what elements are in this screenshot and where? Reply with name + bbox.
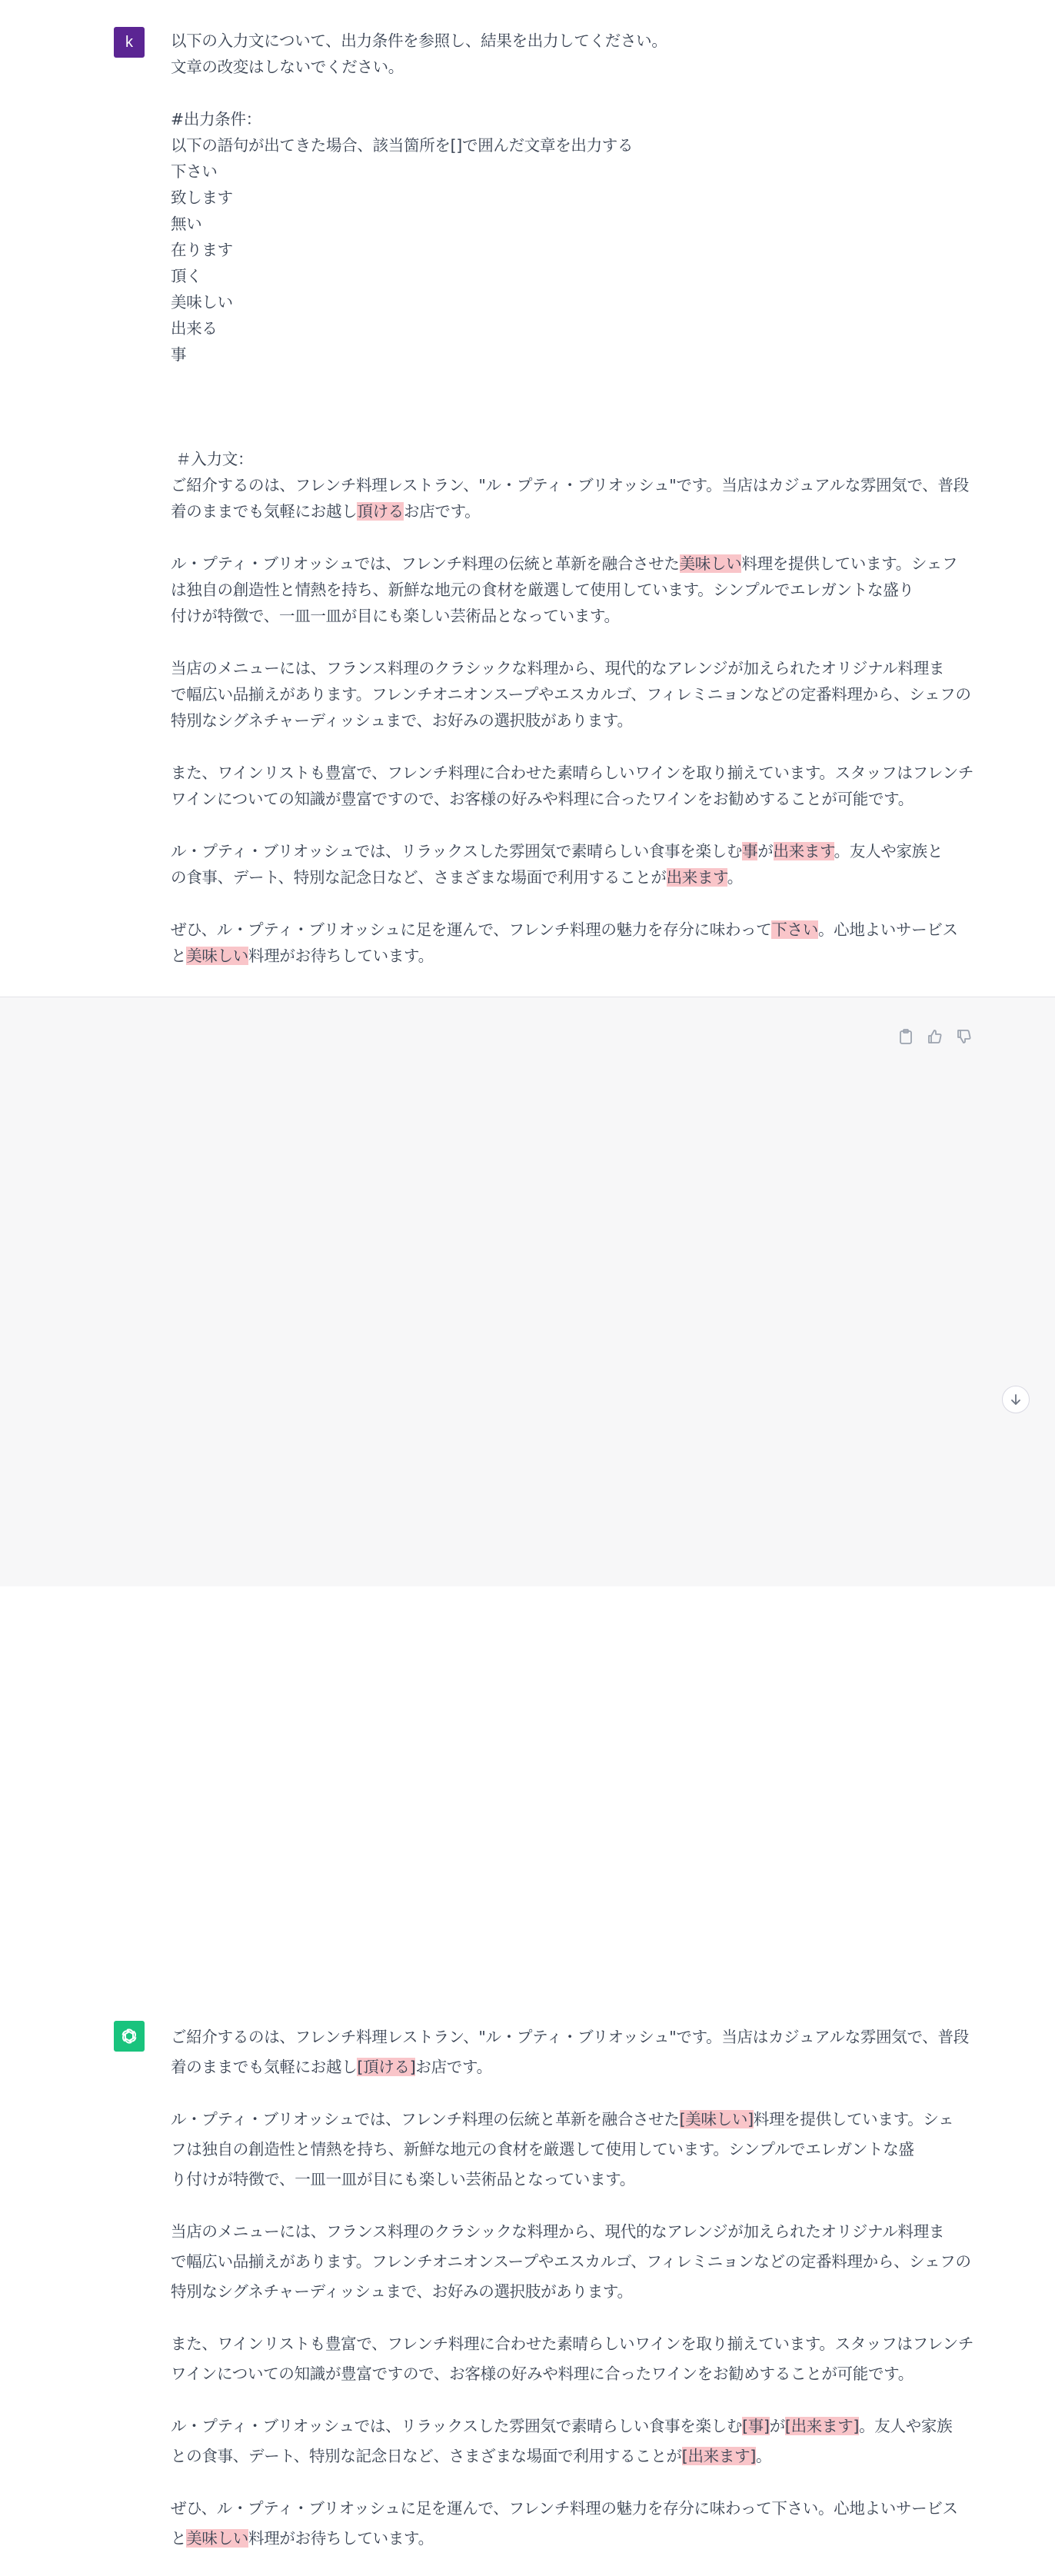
- text-segment: 以下の入力文について、出力条件を参照し、結果を出力してください。: [171, 32, 667, 50]
- text-line: [171, 446, 878, 472]
- highlighted-phrase: 頂ける: [357, 502, 404, 521]
- assistant-message: [0, 997, 1055, 2548]
- text-segment: 。友人や家族: [859, 2417, 953, 2435]
- text-line: [171, 2359, 914, 2389]
- text-line: [171, 812, 878, 838]
- thumbs-up-icon[interactable]: [926, 1027, 944, 1046]
- text-segment: 料理を提供しています。シェフ: [741, 554, 958, 573]
- text-segment: フは独自の創造性と情熱を持ち、新鮮な地元の食材を厳選して使用しています。シンプルでエレガントな盛: [171, 2140, 914, 2158]
- response-paragraph: [171, 2411, 953, 2471]
- text-segment: と: [171, 2529, 187, 2548]
- scroll-to-bottom-button[interactable]: [1002, 1386, 1030, 1413]
- text-line: [171, 237, 878, 263]
- text-line: [171, 838, 944, 864]
- response-paragraph: [171, 2022, 969, 2082]
- text-line: [171, 211, 878, 237]
- text-line: [171, 28, 878, 54]
- text-segment: り付けが特徴で、一皿一皿が目にも楽しい芸術品となっています。: [171, 2170, 635, 2188]
- text-line: [171, 2524, 878, 2554]
- highlighted-phrase: 下さい: [771, 920, 818, 939]
- text-segment: ぜひ、ル・プティ・ブリオッシュに足を運んで、フレンチ料理の魅力を存分に味わって: [171, 920, 772, 939]
- text-segment: 着のままでも気軽にお越し: [171, 502, 358, 521]
- text-line: [171, 472, 969, 498]
- text-segment: 無い: [171, 215, 202, 233]
- text-line: [171, 2217, 945, 2247]
- text-line: [171, 2277, 878, 2307]
- text-segment: お店です。: [404, 502, 481, 521]
- text-segment: 特別なシグネチャーディッシュまで、お好みの選択肢があります。: [171, 711, 633, 730]
- text-segment: ご紹介するのは、フレンチ料理レストラン、"ル・プティ・ブリオッシュ"です。当店はカジュアルな雰囲気で、普段: [171, 476, 969, 494]
- text-line: [171, 2165, 878, 2195]
- text-line: [171, 786, 914, 812]
- response-paragraph: [171, 2494, 958, 2554]
- text-line: [171, 158, 878, 185]
- assistant-message-text: [171, 2022, 974, 2576]
- text-segment: 。友人や家族と: [834, 842, 944, 860]
- text-segment: 料理がお待ちしています。: [248, 2529, 434, 2548]
- text-segment: 頂く: [171, 267, 202, 285]
- text-line: [171, 54, 878, 80]
- text-line: [171, 603, 878, 629]
- text-segment: お店です。: [415, 2058, 492, 2076]
- text-line: [171, 943, 878, 969]
- text-line: [171, 498, 878, 524]
- text-line: [171, 524, 878, 551]
- text-line: [171, 2494, 958, 2524]
- text-segment: で幅広い品揃えがあります。フレンチオニオンスープやエスカルゴ、フィレミニョンなどの定番料理から、シェフの: [171, 2252, 971, 2271]
- highlighted-phrase: [出来ます]: [681, 2447, 756, 2465]
- text-segment: ＃入力文：: [171, 450, 254, 468]
- text-line: [171, 2022, 969, 2052]
- text-segment: 着のままでも気軽にお越し: [171, 2058, 358, 2076]
- text-segment: ル・プティ・ブリオッシュでは、リラックスした雰囲気で素晴らしい食事を楽しむ: [171, 2417, 743, 2435]
- text-line: [171, 917, 958, 943]
- text-line: [171, 655, 945, 681]
- text-segment: ワインについての知識が豊富ですので、お客様の好みや料理に合ったワインをお勧めすることが可能です。: [171, 2365, 914, 2383]
- text-line: [171, 2329, 974, 2359]
- highlighted-phrase: [頂ける]: [357, 2058, 416, 2076]
- text-line: [171, 2411, 953, 2441]
- highlighted-phrase: 出来ます: [666, 868, 727, 887]
- text-segment: は独自の創造性と情熱を持ち、新鮮な地元の食材を厳選して使用しています。シンプルでエレガントな盛り: [171, 581, 914, 599]
- text-segment: と: [171, 947, 187, 965]
- text-segment: の食事、デート、特別な記念日など、さまざまな場面で利用することが: [171, 868, 667, 887]
- text-segment: 料理を提供しています。シェ: [753, 2110, 954, 2128]
- text-line: [171, 185, 878, 211]
- user-message-text: [171, 28, 974, 969]
- text-segment: また、ワインリストも豊富で、フレンチ料理に合わせた素晴らしいワインを取り揃えています。スタッフはフレンチ: [171, 2335, 974, 2353]
- text-segment: 。心地よいサービス: [817, 920, 958, 939]
- text-segment: ル・プティ・ブリオッシュでは、フレンチ料理の伝統と革新を融合させた: [171, 2110, 680, 2128]
- user-avatar: [114, 27, 145, 58]
- text-segment: 下さい: [171, 162, 218, 181]
- response-paragraph: [171, 2105, 954, 2195]
- text-line: [171, 106, 878, 132]
- message-actions: [897, 1027, 973, 1046]
- text-line: [171, 2105, 954, 2135]
- highlighted-phrase: 美味しい: [186, 2529, 249, 2548]
- text-line: [171, 368, 878, 394]
- text-line: [171, 263, 878, 289]
- response-paragraph: [171, 2217, 971, 2307]
- text-line: [171, 551, 958, 577]
- text-segment: 。: [755, 2447, 772, 2465]
- text-segment: で幅広い品揃えがあります。フレンチオニオンスープやエスカルゴ、フィレミニョンなどの定番料理から、シェフの: [171, 685, 971, 704]
- text-line: [171, 707, 878, 734]
- text-segment: 致します: [171, 188, 233, 207]
- highlighted-phrase: 美味しい: [186, 947, 249, 965]
- text-segment: 付けが特徴で、一皿一皿が目にも楽しい芸術品となっています。: [171, 607, 620, 625]
- text-segment: 美味しい: [171, 293, 233, 311]
- highlighted-phrase: 出来ます: [773, 842, 834, 860]
- text-line: [171, 864, 878, 890]
- text-line: [171, 2247, 971, 2277]
- text-line: [171, 289, 878, 315]
- text-line: [171, 132, 878, 158]
- text-line: [171, 629, 878, 655]
- highlighted-phrase: [出来ます]: [784, 2417, 860, 2435]
- user-avatar-letter: k: [125, 33, 133, 51]
- clipboard-icon[interactable]: [897, 1027, 915, 1046]
- text-segment: との食事、デート、特別な記念日など、さまざまな場面で利用することが: [171, 2447, 682, 2465]
- text-segment: 当店のメニューには、フランス料理のクラシックな料理から、現代的なアレンジが加えられたオリジナル料理ま: [171, 659, 945, 677]
- text-segment: ル・プティ・ブリオッシュでは、フレンチ料理の伝統と革新を融合させた: [171, 554, 680, 573]
- text-line: [171, 394, 878, 420]
- text-segment: 当店のメニューには、フランス料理のクラシックな料理から、現代的なアレンジが加えられたオリジナル料理ま: [171, 2222, 945, 2241]
- text-line: [171, 2135, 914, 2165]
- arrow-down-icon: [1009, 1393, 1023, 1406]
- text-line: [171, 2441, 878, 2471]
- text-line: [171, 681, 971, 707]
- text-line: [171, 315, 878, 341]
- text-line: [171, 420, 878, 446]
- text-segment: 以下の語句が出てきた場合、該当箇所を[]で囲んだ文章を出力する: [171, 136, 634, 155]
- user-message: [0, 0, 1055, 997]
- text-segment: #出力条件：: [171, 110, 261, 128]
- text-segment: が: [769, 2417, 785, 2435]
- text-segment: 文章の改変はしないでください。: [171, 58, 404, 76]
- text-segment: が: [757, 842, 774, 860]
- text-segment: 。: [727, 868, 743, 887]
- highlighted-phrase: 美味しい: [679, 554, 742, 573]
- highlighted-phrase: 事: [742, 842, 758, 860]
- highlighted-phrase: [事]: [742, 2417, 770, 2435]
- text-line: [171, 80, 878, 106]
- openai-logo-icon: [114, 2021, 145, 2052]
- text-line: [171, 760, 974, 786]
- text-segment: ワインについての知識が豊富ですので、お客様の好みや料理に合ったワインをお勧めすることが可能です。: [171, 790, 914, 808]
- thumbs-down-icon[interactable]: [955, 1027, 973, 1046]
- text-line: [171, 341, 878, 368]
- text-segment: 事: [171, 345, 187, 364]
- text-segment: ぜひ、ル・プティ・ブリオッシュに足を運んで、フレンチ料理の魅力を存分に味わって下さい。心地よいサービス: [171, 2499, 958, 2518]
- text-line: [171, 2052, 878, 2082]
- text-line: [171, 577, 914, 603]
- text-line: [171, 734, 878, 760]
- text-segment: 料理がお待ちしています。: [248, 947, 434, 965]
- text-segment: 在ります: [171, 241, 233, 259]
- text-segment: 特別なシグネチャーディッシュまで、お好みの選択肢があります。: [171, 2282, 633, 2301]
- highlighted-phrase: [美味しい]: [679, 2110, 754, 2128]
- text-segment: ル・プティ・ブリオッシュでは、リラックスした雰囲気で素晴らしい食事を楽しむ: [171, 842, 743, 860]
- text-segment: ご紹介するのは、フレンチ料理レストラン、"ル・プティ・ブリオッシュ"です。当店はカジュアルな雰囲気で、普段: [171, 2028, 969, 2046]
- response-paragraph: [171, 2329, 974, 2389]
- text-segment: また、ワインリストも豊富で、フレンチ料理に合わせた素晴らしいワインを取り揃えています。スタッフはフレンチ: [171, 764, 974, 782]
- text-segment: 出来る: [171, 319, 218, 338]
- text-line: [171, 890, 878, 917]
